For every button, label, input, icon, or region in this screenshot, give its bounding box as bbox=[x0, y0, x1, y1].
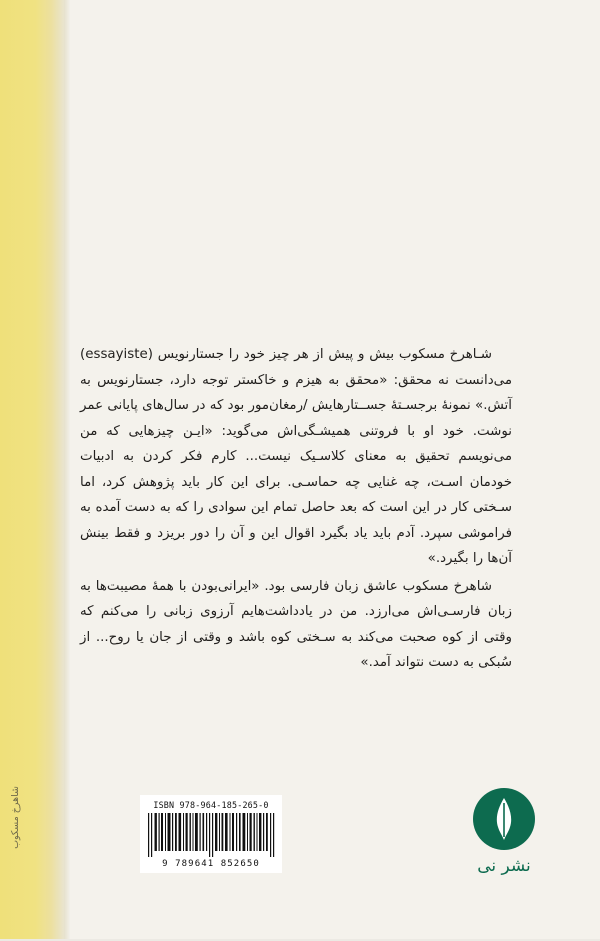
barcode-image bbox=[146, 813, 276, 857]
ean-digits: 9 789641 852650 bbox=[162, 859, 260, 869]
leaf-pen-icon bbox=[490, 797, 518, 841]
publisher-logo bbox=[466, 788, 542, 876]
back-cover-blurb bbox=[80, 342, 512, 678]
isbn-text: ISBN 978-964-185-265-0 bbox=[153, 800, 269, 810]
spine-author-text: شاهرخ مسکوب bbox=[10, 786, 21, 849]
logo-circle bbox=[473, 788, 535, 850]
barcode-block bbox=[140, 795, 282, 873]
blurb-paragraph-2: شاهرخ مسکوب عاشق زبان فارسی بود. «ایرانی‌بودن با همهٔ مصیبت‌ها به زبان فارسـی‌اش می‌ارزد. من در یادداشت‌هایم آرزوی زبانی را می‌کنم که وقتی از کوه صحبت می‌کند به سـختی کوه باشد و وقتی از جان یا روح... از سُبکی به دست نتواند آمد.» bbox=[80, 578, 512, 670]
publisher-name: نشر نی bbox=[477, 856, 531, 876]
blurb-paragraph-1: شـاهرخ مسکوب بیش و پیش از هر چیز خود را جستارنویس (essayiste) می‌دانست نه محقق: «محقق به هیزم و خاکستر توجه دارد، جستارنویس به آتش.» نمونهٔ برجسـتهٔ جســتارهایش /رمغان‌مور بود که در سال‌های پایانی عمر نوشت. خود او با فروتنی همیشـگی‌اش می‌گوید: «ایـن چیزهایی که من می‌نویسم تحقیق به معنای کلاسـیک نیست... کارم فکر کردن به ادبیات خودمان اسـت، چه غنایی چه حماسـی. برای این کار باید پژوهش کرد، اما سـختی کار در این است که بعد حاصل تمام این سوادی را که به دست آمده به فراموشی سپرد. آدم باید یاد بگیرد اقوال این و آن را دور بریزد و فقط بینش آن‌ها را بگیرد.» bbox=[80, 347, 512, 566]
